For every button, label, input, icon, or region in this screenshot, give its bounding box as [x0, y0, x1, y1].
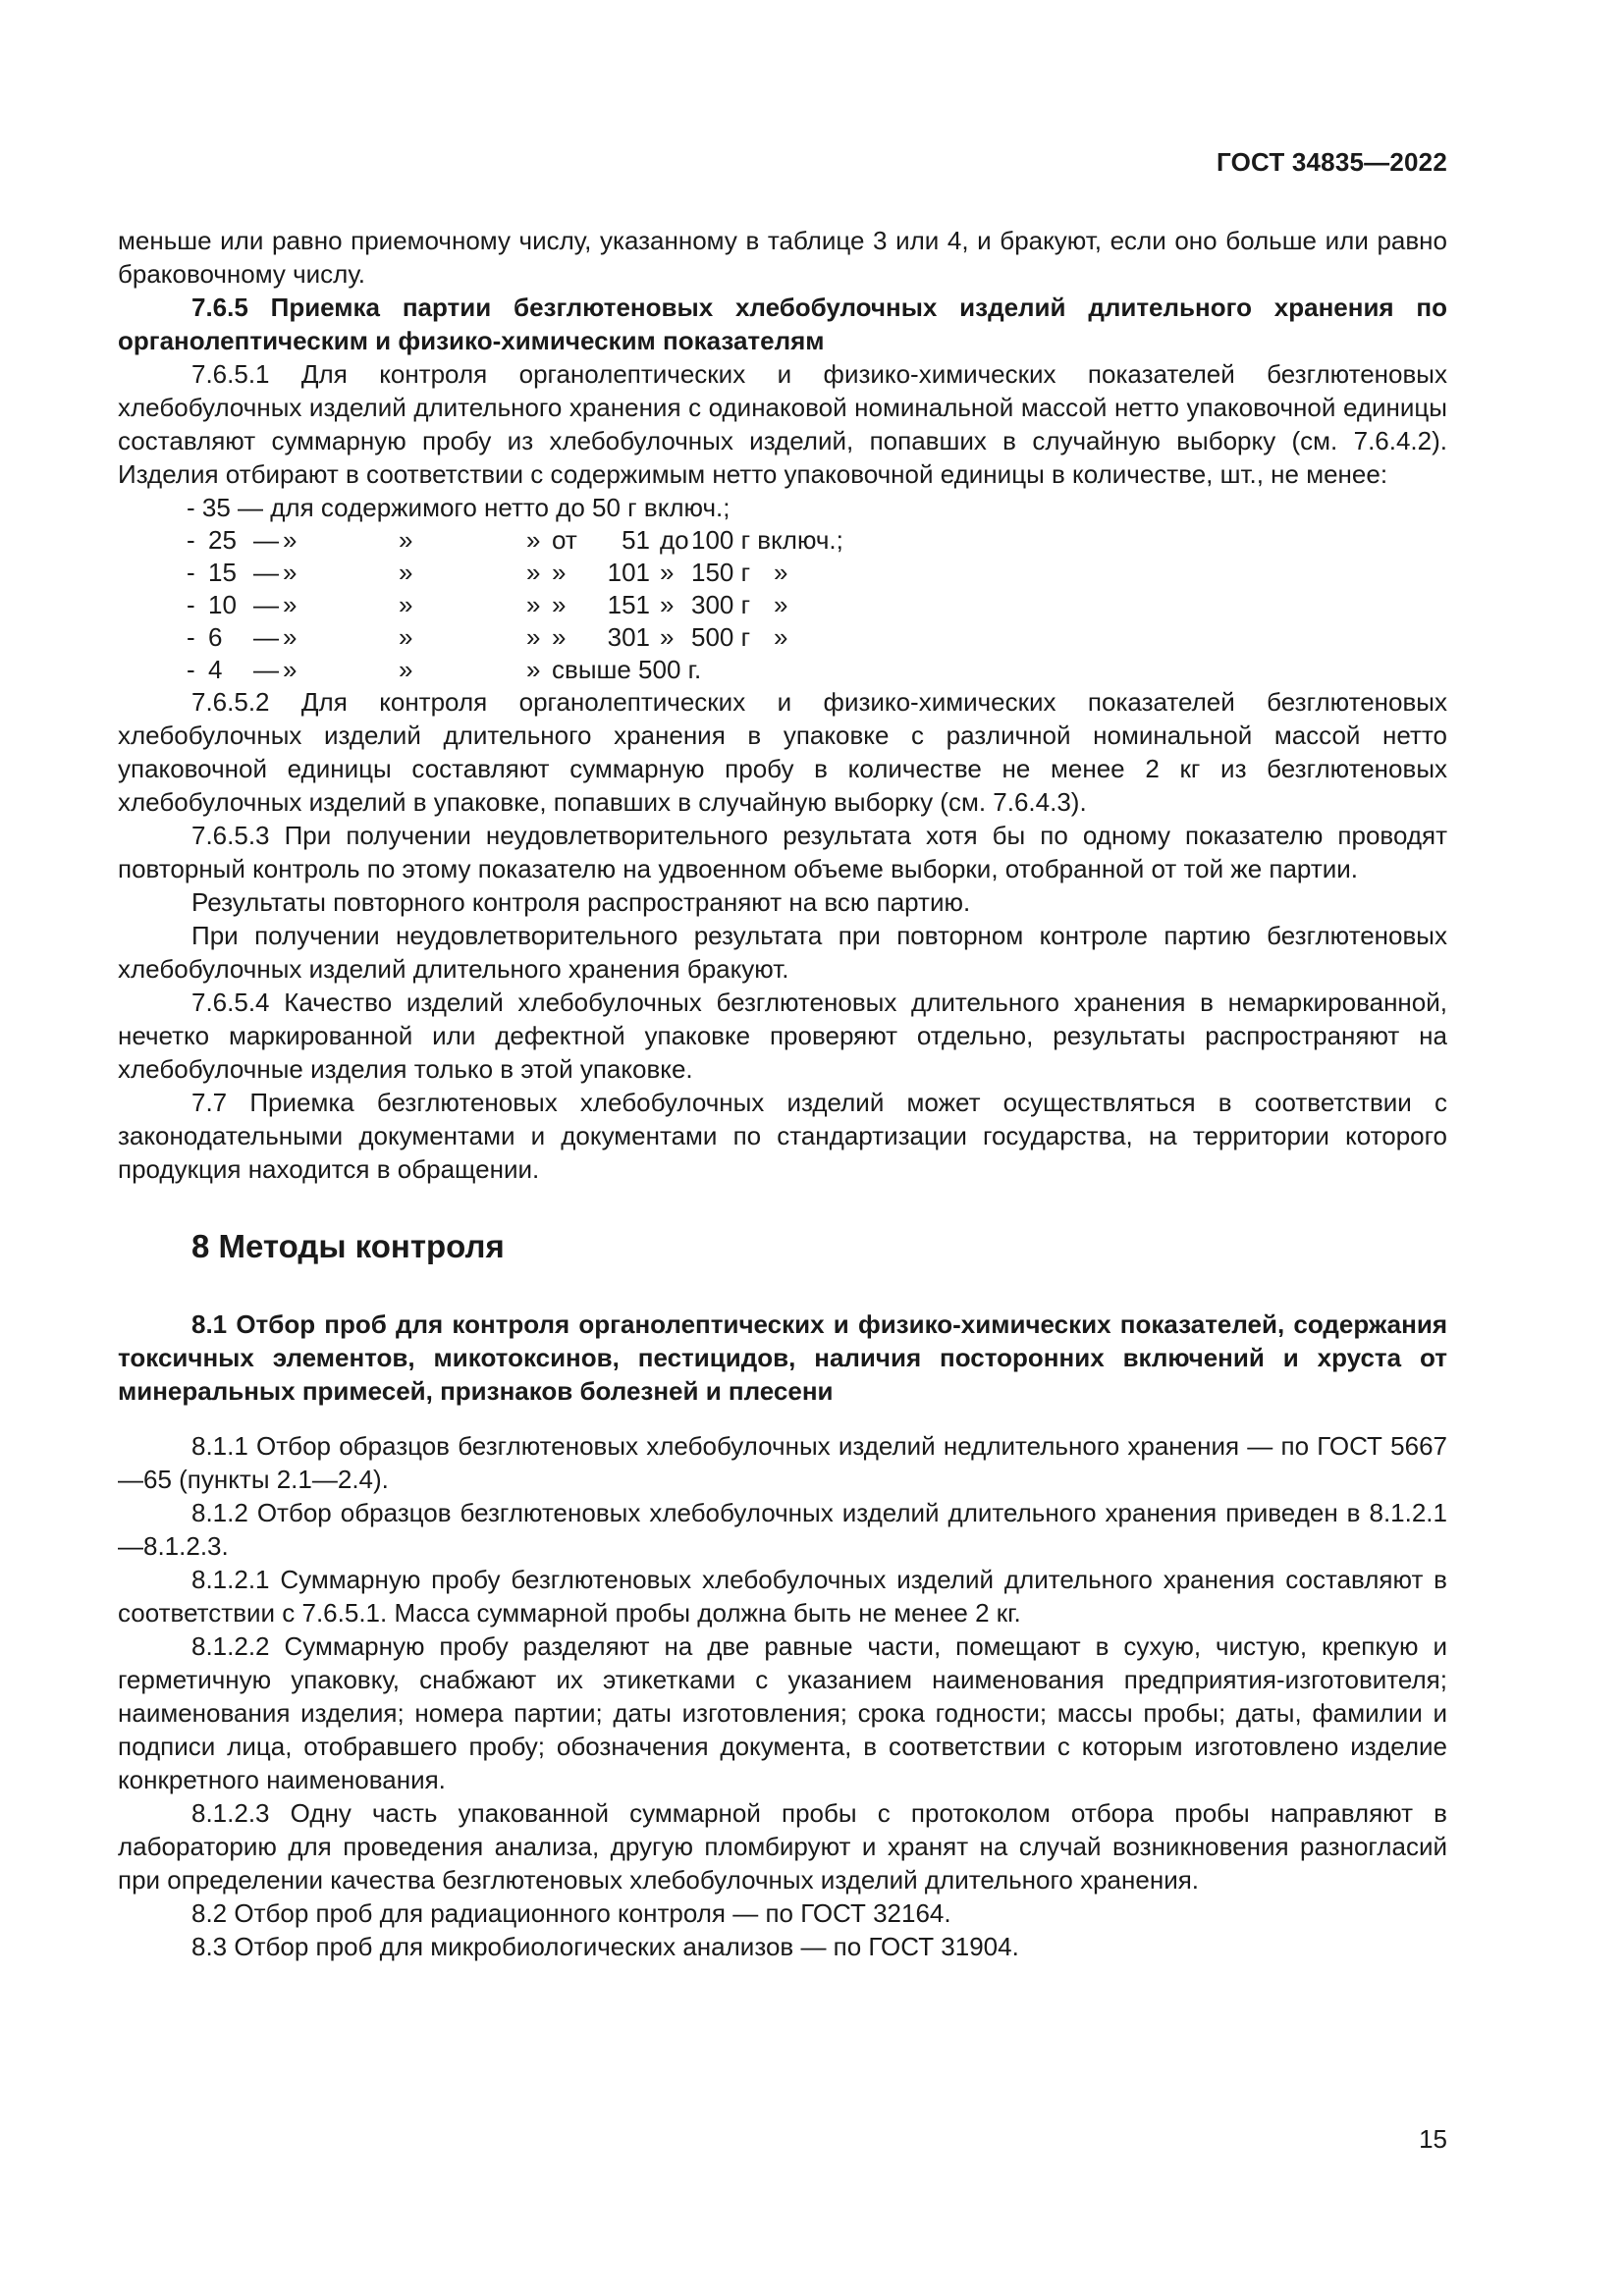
paragraph-7-7: 7.7 Приемка безглютеновых хлебобулочных изделий может осуществляться в соответствии с законодательными документами и документами по стандартизации государства, на территории которого продукция находится в обращении. — [118, 1088, 1447, 1184]
page-number: 15 — [1419, 2124, 1447, 2154]
list-emdash: — — [253, 558, 279, 587]
range-value-from: 151 — [607, 590, 650, 619]
list-count: 25 — [208, 525, 237, 555]
ditto-mark: » — [283, 622, 298, 652]
range-to: до — [660, 525, 689, 555]
range-value-from: 101 — [607, 558, 650, 587]
list-item — [118, 523, 1447, 556]
list-item — [118, 653, 1447, 685]
sample-quantity-list — [118, 491, 1447, 685]
range-to: » — [660, 558, 675, 587]
ditto-mark: » — [283, 525, 298, 555]
list-dash: - — [187, 622, 195, 652]
range-to: » — [660, 622, 675, 652]
range-value-to: 150 г — [691, 558, 751, 587]
range-from: » — [552, 622, 567, 652]
clause-heading-8-1: 8.1 Отбор проб для контроля органолептических и физико-химических показателей, содержания токсичных элементов, микотоксинов, пестицидов, наличия посторонних включений и хруста от минеральных примесей, признаков болезней и плесени — [118, 1309, 1447, 1406]
document-body — [118, 224, 1447, 1963]
list-dash: - — [187, 655, 195, 684]
ditto-mark: » — [526, 558, 541, 587]
range-from: » — [552, 590, 567, 619]
list-emdash: — — [253, 655, 279, 684]
list-count: 4 — [208, 655, 223, 684]
ditto-mark: » — [774, 590, 788, 619]
ditto-mark: » — [774, 558, 788, 587]
list-count: 15 — [208, 558, 237, 587]
range-from: » — [552, 558, 567, 587]
list-item — [118, 588, 1447, 620]
ditto-mark: » — [526, 525, 541, 555]
paragraph-8-1-2-3: 8.1.2.3 Одну часть упакованной суммарной пробы с протоколом отбора пробы направляют в лабораторию для проведения анализа, другую пломбируют и хранят на случай возникновения разногласий при определении качества безглютеновых хлебобулочных изделий длительного хранения. — [118, 1798, 1447, 1895]
ditto-mark: » — [283, 590, 298, 619]
list-item — [118, 556, 1447, 588]
range-value-to: 500 г — [691, 622, 751, 652]
paragraph-7-6-5-4: 7.6.5.4 Качество изделий хлебобулочных безглютеновых длительного хранения в немаркированной, нечетко маркированной или дефектной упаковке проверяют отдельно, результаты распространяют на хлебобулочные изделия только в этой упаковке. — [118, 988, 1447, 1084]
ditto-mark: » — [774, 622, 788, 652]
paragraph-continuation: меньше или равно приемочному числу, указанному в таблице 3 или 4, и бракуют, если оно больше или равно браковочному числу. — [118, 226, 1447, 289]
list-count: 10 — [208, 590, 237, 619]
ditto-mark: » — [526, 622, 541, 652]
list-dash: - — [187, 525, 195, 555]
paragraph-7-6-5-1: 7.6.5.1 Для контроля органолептических и физико-химических показателей безглютеновых хлебобулочных изделий длительного хранения с одинаковой номинальной массой нетто упаковочной единицы составляют суммарную пробу из хлебобулочных изделий, попавших в случайную выборку (см. 7.6.4.2). Изделия отбирают в соответствии с содержимым нетто упаковочной единицы в количестве, шт., не менее: — [118, 359, 1447, 489]
ditto-mark: » — [399, 525, 413, 555]
list-item — [118, 620, 1447, 653]
clause-heading-7-6-5: 7.6.5 Приемка партии безглютеновых хлебобулочных изделий длительного хранения по органолептическим и физико-химическим показателям — [118, 293, 1447, 355]
paragraph-8-1-2-1: 8.1.2.1 Суммарную пробу безглютеновых хлебобулочных изделий длительного хранения составляют в соответствии с 7.6.5.1. Масса суммарной пробы должна быть не менее 2 кг. — [118, 1565, 1447, 1628]
paragraph-8-1-2-2: 8.1.2.2 Суммарную пробу разделяют на две равные части, помещают в сухую, чистую, крепкую и герметичную упаковку, снабжают их этикетками с указанием наименования предприятия-изготовителя; наименования изделия; номера партии; даты изготовления; срока годности; массы пробы; даты, фамилии и подписи лица, отобравшего пробу; обозначения документа, в соответствии с которым изготовлено изделие конкретного наименования. — [118, 1631, 1447, 1794]
paragraph-7-6-5-2: 7.6.5.2 Для контроля органолептических и физико-химических показателей безглютеновых хлебобулочных изделий длительного хранения в упаковке с различной номинальной массой нетто упаковочной единицы составляют суммарную пробу в количестве не менее 2 кг из безглютеновых хлебобулочных изделий в упаковке, попавших в случайную выборку (см. 7.6.4.3). — [118, 687, 1447, 817]
range-text: свыше 500 г. — [552, 655, 702, 684]
ditto-mark: » — [283, 558, 298, 587]
ditto-mark: » — [399, 622, 413, 652]
document-code-header: ГОСТ 34835—2022 — [1217, 147, 1447, 177]
paragraph-8-3: 8.3 Отбор проб для микробиологических анализов — по ГОСТ 31904. — [191, 1932, 1019, 1961]
paragraph-8-2: 8.2 Отбор проб для радиационного контроля — по ГОСТ 32164. — [191, 1898, 951, 1928]
list-item — [118, 491, 1447, 523]
range-value-from: 301 — [607, 622, 650, 652]
list-emdash: — — [253, 590, 279, 619]
paragraph-repeat-control: Результаты повторного контроля распространяют на всю партию. — [191, 887, 971, 917]
list-item-text: - 35 — для содержимого нетто до 50 г включ.; — [187, 493, 731, 522]
ditto-mark: » — [399, 558, 413, 587]
list-emdash: — — [253, 525, 279, 555]
range-value-to: 300 г — [691, 590, 751, 619]
list-emdash: — — [253, 622, 279, 652]
list-count: 6 — [208, 622, 223, 652]
ditto-mark: » — [526, 655, 541, 684]
list-dash: - — [187, 558, 195, 587]
range-from: от — [552, 525, 577, 555]
ditto-mark: » — [283, 655, 298, 684]
ditto-mark: » — [526, 590, 541, 619]
paragraph-reject: При получении неудовлетворительного результата при повторном контроле партию безглютеновых хлебобулочных изделий длительного хранения бракуют. — [118, 921, 1447, 984]
range-value-from: 51 — [622, 525, 650, 555]
ditto-mark: » — [399, 655, 413, 684]
paragraph-7-6-5-3: 7.6.5.3 При получении неудовлетворительного результата хотя бы по одному показателю проводят повторный контроль по этому показателю на удвоенном объеме выборки, отобранной от той же партии. — [118, 821, 1447, 883]
paragraph-8-1-1: 8.1.1 Отбор образцов безглютеновых хлебобулочных изделий недлительного хранения — по ГОСТ 5667—65 (пункты 2.1—2.4). — [118, 1431, 1447, 1494]
paragraph-8-1-2: 8.1.2 Отбор образцов безглютеновых хлебобулочных изделий длительного хранения приведен в 8.1.2.1—8.1.2.3. — [118, 1498, 1447, 1561]
range-to: » — [660, 590, 675, 619]
list-dash: - — [187, 590, 195, 619]
section-heading-8: 8 Методы контроля — [191, 1228, 505, 1264]
range-value-to: 100 г включ.; — [691, 525, 843, 555]
ditto-mark: » — [399, 590, 413, 619]
